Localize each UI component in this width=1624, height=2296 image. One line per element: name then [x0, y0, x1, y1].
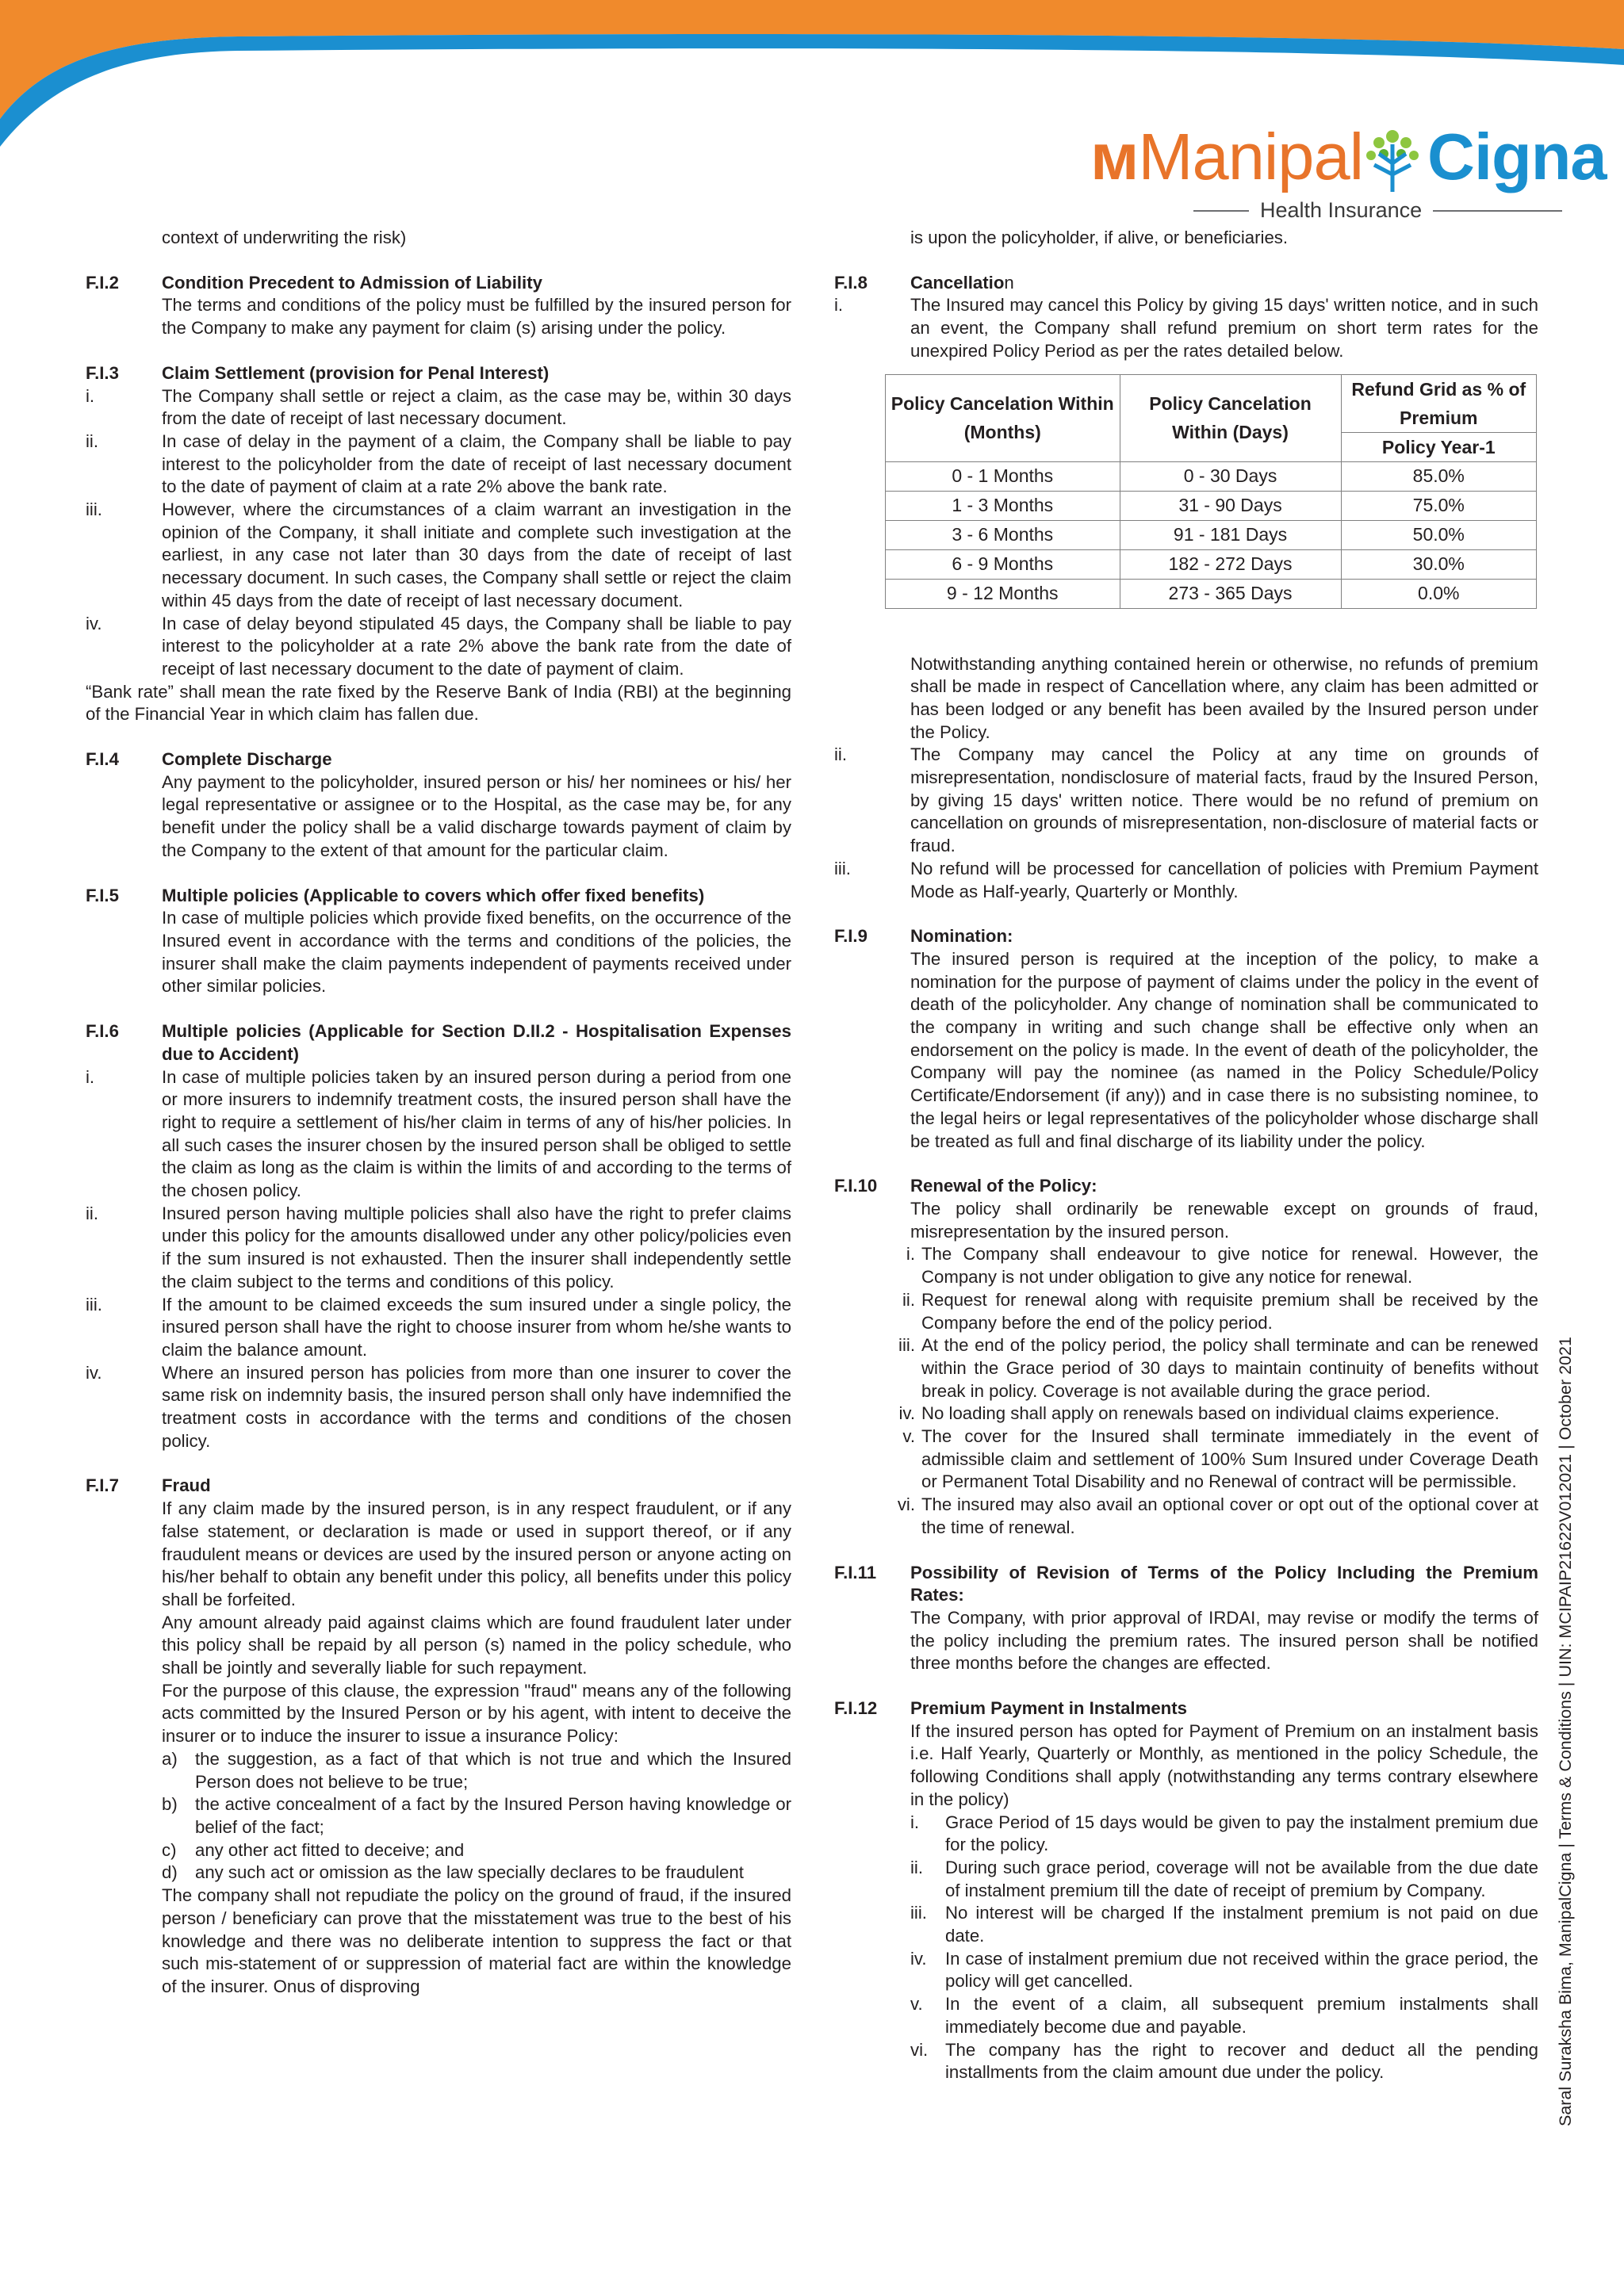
section-f-i-12: F.I.12 Premium Payment in Instalments If the insured person has opted for Payment of Premium on an instalment basis i.e. Half Yearly, Quarterly or Monthly, as mentioned in the policy Schedule, the following Conditions shall apply (notwithstanding any terms contrary elsewhere in the policy) i. Grace Period of 15 days would be given to pay the instalment premium due for the policy. ii. During such grace period, coverage will not be available from the due date of instalment premium till the date of receipt of premium by Company. iii. No interest will be charged If the instalment premium is not paid on due date. iv. In case of instalment premium due not received within the grace period, the policy will get cancelled. v. In the event of a claim, all subsequent premium instalments shall immediately become due and payable. vi. The company has the right to recover and deduct all the pending installments from the claim amount due under the policy.: [834, 1697, 1538, 2084]
table-row: 1 - 3 Months 31 - 90 Days 75.0%: [886, 491, 1537, 520]
section-f-i-8: F.I.8 Cancellation i. The Insured may cancel this Policy by giving 15 days' written notice, and in such an event, the Company shall refund premium on short term rates for the unexpired Policy Period as per the rates detailed below. Policy Cancelation Within (Months) Policy Cancelation Within (Days) Refund Grid as % of Premium Policy Year-1 0 - 1 Months 0 - 30 Days 85.0% 1 - 3 Months 31 - 90 Days 75.0% 3 - 6 Months 91 - 181 Days 50.0% 6 - 9 Months 182 - 272 Days 30.0% 9 - 12 Months 273 - 365 Days 0.0% Notwithstanding anything contained herein or otherwise, no refunds of premium shall be made in respect of Cancellation where, any claim has been admitted or has been lodged or any benefit has been availed by the Insured person under the Policy. ii. The Company may cancel the Policy at any time on grounds of misrepresentation, nondisclosure of material facts, fraud by the Insured Person, by giving 15 days' written notice. There would be no refund of premium on cancellation on grounds of misrepresentation, non-disclosure of material facts or fraud. iii. No refund will be processed for cancellation of policies with Premium Payment Mode as Half-yearly, Quarterly or Monthly.: [834, 272, 1538, 904]
table-header: Policy Cancelation Within (Days): [1120, 374, 1341, 461]
section-f-i-2: [86, 272, 791, 340]
right-column: [834, 227, 1538, 2084]
fraud-paragraph: Any amount already paid against claims which are found fraudulent later under this policy shall be repaid by all person (s) named in the policy schedule, who shall be jointly and severally liable for such repayment.: [162, 1612, 791, 1678]
manipalcigna-logo: [1090, 119, 1607, 226]
tagline-rule-left: [1193, 210, 1249, 212]
list-item: ii. In case of delay in the payment of a claim, the Company shall be liable to pay interest to the policyholder from the date of receipt of last necessary document to the date of payment of claim at a rate 2% above the bank rate.: [86, 430, 791, 497]
section-body: Any payment to the policyholder, insured person or his/ her nominees or his/ her legal representative or assignee or to the Hospital, as the case may be, for any benefit under the policy shall be a valid discharge towards payment of claim by the Company to the extent of that amount for the particular claim.: [162, 771, 791, 860]
list-item: v. The cover for the Insured shall terminate immediately in the event of admissible claim and settlement of 100% Sum Insured under Coverage Death or Permanent Total Disability and no Renewal of contract will be permissible.: [902, 1426, 1538, 1492]
list-item: ii. During such grace period, coverage will not be available from the due date of instalment premium till the date of receipt of premium by Company.: [910, 1857, 1538, 1900]
section-number: F.I.3: [86, 362, 119, 383]
list-item: iv. In case of instalment premium due not received within the grace period, the policy will get cancelled.: [910, 1948, 1538, 1992]
list-item: c) any other act fitted to deceive; and: [162, 1839, 465, 1860]
list-item: i. The Company shall settle or reject a claim, as the case may be, within 30 days from the date of receipt of last necessary document.: [86, 385, 791, 429]
list-item: iii. No refund will be processed for cancellation of policies with Premium Payment Mode as Half-yearly, Quarterly or Monthly.: [834, 858, 1538, 901]
list-item: iv. Where an insured person has policies from more than one insurer to cover the same risk on indemnity basis, the insured person shall only have indemnified the treatment costs in accordance with the terms and conditions of the chosen policy.: [86, 1362, 791, 1451]
list-item: ii. Request for renewal along with requisite premium shall be received by the Company before the end of the policy period.: [902, 1289, 1538, 1333]
section-f-i-9: F.I.9 Nomination: The insured person is required at the inception of the policy, to make a nomination for the purpose of payment of claims under the policy in the event of death of the policyholder. Any change of nomination shall be communicated to the company in writing and such change shall be effective only when an endorsement on the policy is made. In the event of death of the policyholder, the Company will pay the nominee (as named in the Policy Schedule/Policy Certificate/Endorsement (if any)) and in case there is no subsisting nominee, to the legal heirs or legal representatives of the policyholder whose discharge shall be treated as full and final discharge of its liability under the policy.: [834, 925, 1538, 1153]
list-item: vi. The insured may also avail an optional cover or opt out of the optional cover at the time of renewal.: [897, 1494, 1538, 1537]
list-item: i. The Company shall endeavour to give notice for renewal. However, the Company is not under obligation to give any notice for renewal.: [906, 1244, 1538, 1288]
section-body: The terms and conditions of the policy must be fulfilled by the insured person for the Company to make any payment for claim (s) arising under the policy.: [162, 295, 791, 339]
fraud-paragraph: If any claim made by the insured person, is in any respect fraudulent, or if any false statement, or declaration is made or used in support thereof, or if any fraudulent means or devices are used by the insured person or anyone acting on his/her behalf to obtain any benefit under this policy, all benefits under this policy shall be forfeited.: [162, 1498, 791, 1609]
section-title: Multiple policies (Applicable for Section D.II.2 - Hospitalisation Expenses due to Accident): [162, 1021, 791, 1064]
list-item: ii. The Company may cancel the Policy at any time on grounds of misrepresentation, nondisclosure of material facts, fraud by the Insured Person, by giving 15 days' written notice. There would be no refund of premium on cancellation on grounds of misrepresentation, non-disclosure of material facts or fraud.: [834, 744, 1538, 856]
section-title: Complete Discharge: [162, 749, 332, 770]
section-f-i-4: F.I.4 Complete Discharge Any payment to the policyholder, insured person or his/ her nominees or his/ her legal representative or assignee or to the Hospital, as the case may be, for any benefit under the policy shall be a valid discharge towards payment of claim by the Company to the extent of that amount for the particular claim.: [86, 748, 791, 863]
list-item: a) the suggestion, as a fact of that which is not true and which the Insured Person does not believe to be true;: [162, 1748, 791, 1792]
section-f-i-5: F.I.5 Multiple policies (Applicable to covers which offer fixed benefits) In case of multiple policies which provide fixed benefits, on the occurrence of the Insured event in accordance with the terms and conditions of the policies, the insurer shall make the claim payments independent of payments received under other similar policies.: [86, 885, 791, 999]
refund-grid-table: [885, 374, 1537, 609]
section-body: If the insured person has opted for Payment of Premium on an instalment basis i.e. Half Yearly, Quarterly or Monthly, as mentioned in the policy Schedule, the following Conditions shall apply (notwithstanding any terms contrary elsewhere in the policy): [910, 1720, 1538, 1809]
section-body: In case of multiple policies which provide fixed benefits, on the occurrence of the Insured event in accordance with the terms and conditions of the policies, the insurer shall make the claim payments independent of payments received under other similar policies.: [162, 908, 791, 997]
table-row: 3 - 6 Months 91 - 181 Days 50.0%: [886, 520, 1537, 549]
section-body: The insured person is required at the inception of the policy, to make a nomination for the purpose of payment of claims under the policy in the event of death of the policyholder. Any change of nomination shall be communicated to the company in writing and such change shall be effective only when an endorsement on the policy is made. In the event of death of the policyholder, the Company will pay the nominee (as named in the Policy Schedule/Policy Certificate/Endorsement (if any)) and in case there is no subsisting nominee, to the legal heirs or legal representatives of the policyholder whose discharge shall be treated as full and final discharge of its liability under the policy.: [910, 948, 1538, 1151]
list-item: iii. No interest will be charged If the instalment premium is not paid on due date.: [910, 1903, 1538, 1946]
logo-manipal: ᴍManipal: [1090, 120, 1364, 193]
section-title: Multiple policies (Applicable to covers which offer fixed benefits): [162, 885, 705, 905]
left-column: [86, 227, 791, 1999]
tagline-rule-right: [1433, 210, 1562, 212]
list-item: d) any such act or omission as the law specially declares to be fraudulent: [162, 1862, 744, 1883]
section-body: The Company, with prior approval of IRDAI, may revise or modify the terms of the policy including the premium rates. The insured person shall be notified three months before the changes are effected.: [910, 1607, 1538, 1674]
table-row: 0 - 1 Months 0 - 30 Days 85.0%: [886, 461, 1537, 491]
list-item: i. The Insured may cancel this Policy by giving 15 days' written notice, and in such an event, the Company shall refund premium on short term rates for the unexpired Policy Period as per the rates detailed below.: [834, 295, 1538, 361]
list-item: i. In case of multiple policies taken by an insured person during a period from one or more insurers to indemnify treatment costs, the insured person shall have the right to require a settlement of his/her claim in terms of any of his/her policies. In all such cases the insurer chosen by the insured person shall be obliged to settle the claim as long as the claim is within the limits of and according to the terms of the chosen policy.: [86, 1066, 791, 1201]
table-header: Policy Cancelation Within (Months): [886, 374, 1120, 461]
section-f-i-6: F.I.6 Multiple policies (Applicable for Section D.II.2 - Hospitalisation Expenses due to Accident) i. In case of multiple policies taken by an insured person during a period from one or more insurers to indemnify treatment costs, the insured person shall have the right to require a settlement of his/her claim in terms of any of his/her policies. In all such cases the insurer chosen by the insured person shall be obliged to settle the claim as long as the claim is within the limits of and according to the terms of the chosen policy. ii. Insured person having multiple policies shall also have the right to prefer claims under this policy for the amounts disallowed under any other policy/policies even if the sum insured is not exhausted. Then the insurer shall independently settle the claim subject to the terms and conditions of this policy. iii. If the amount to be claimed exceeds the sum insured under a single policy, the insured person shall have the right to choose insurer from whom he/she wants to claim the balance amount. iv. Where an insured person has policies from more than one insurer to cover the same risk on indemnity basis, the insured person shall only have indemnified the treatment costs in accordance with the terms and conditions of the chosen policy.: [86, 1020, 791, 1452]
cigna-tree-icon: [1362, 125, 1423, 195]
section-title: Renewal of the Policy:: [910, 1176, 1097, 1196]
list-item: i. Grace Period of 15 days would be given to pay the instalment premium due for the policy.: [910, 1812, 1538, 1855]
fraud-paragraph: The company shall not repudiate the policy on the ground of fraud, if the insured person / beneficiary can prove that the misstatement was true to the best of his knowledge and there was no deliberate intention to suppress the fact or that such mis-statement of or suppression of material fact are within the knowledge of the insurer. Onus of disproving: [162, 1885, 791, 1996]
section-title: Premium Payment in Instalments: [910, 1698, 1187, 1719]
table-header: Refund Grid as % of Premium: [1341, 374, 1536, 432]
section-title: Cancellation: [910, 272, 1014, 293]
table-header: Policy Year-1: [1341, 432, 1536, 461]
section-f-i-7: F.I.7 Fraud If any claim made by the insured person, is in any respect fraudulent, or if any false statement, or declaration is made or used in support thereof, or if any fraudulent means or devices are used by the insured person or anyone acting on his/her behalf to obtain any benefit under this policy, all benefits under this policy shall be forfeited. Any amount already paid against claims which are found fraudulent later under this policy shall be repaid by all person (s) named in the policy schedule, who shall be jointly and severally liable for such repayment. For the purpose of this clause, the expression "fraud" means any of the following acts committed by the Insured Person or by his agent, with intent to deceive the insurer or to induce the insurer to issue a insurance Policy: a) the suggestion, as a fact of that which is not true and which the Insured Person does not believe to be true; b) the active concealment of a fact by the Insured Person having knowledge or belief of the fact; c) any other act fitted to deceive; and d) any such act or omission as the law specially declares to be fraudulent The company shall not repudiate the policy on the ground of fraud, if the insured person / beneficiary can prove that the misstatement was true to the best of his knowledge and there was no deliberate intention to suppress the fact or that such mis-statement of or suppression of material fact are within the knowledge of the insurer. Onus of disproving: [86, 1475, 791, 1998]
bank-rate-note: “Bank rate” shall mean the rate fixed by the Reserve Bank of India (RBI) at the beginning of the Financial Year in which claim has fallen due.: [86, 681, 791, 725]
section-body: The policy shall ordinarily be renewable except on grounds of fraud, misrepresentation by the insured person.: [910, 1198, 1538, 1242]
list-item: ii. Insured person having multiple policies shall also have the right to prefer claims under this policy for the amounts disallowed under any other policy/policies even if the sum insured is not exhausted. Then the insurer shall independently settle the claim subject to the terms and conditions of this policy.: [86, 1203, 791, 1292]
fraud-paragraph: For the purpose of this clause, the expression "fraud" means any of the following acts committed by the Insured Person or by his agent, with intent to deceive the insurer or to induce the insurer to issue a insurance Policy:: [162, 1680, 791, 1747]
notwithstanding-note: Notwithstanding anything contained herein or otherwise, no refunds of premium shall be made in respect of Cancellation where, any claim has been admitted or has been lodged or any benefit has been availed by the Insured person under the Policy.: [910, 653, 1538, 742]
section-f-i-10: F.I.10 Renewal of the Policy: The policy shall ordinarily be renewable except on grounds of fraud, misrepresentation by the insured person. i. The Company shall endeavour to give notice for renewal. However, the Company is not under obligation to give any notice for renewal. ii. Request for renewal along with requisite premium shall be received by the Company before the end of the policy period. iii. At the end of the policy period, the policy shall terminate and can be renewed within the Grace period of 30 days to maintain continuity of benefits without break in policy. Coverage is not available during the grace period. iv. No loading shall apply on renewals based on individual claims experience. v. The cover for the Insured shall terminate immediately in the event of admissible claim and settlement of 100% Sum Insured under Coverage Death or Permanent Total Disability and no Renewal of contract will be permissible. vi. The insured may also avail an optional cover or opt out of the optional cover at the time of renewal.: [834, 1175, 1538, 1539]
table-row: 6 - 9 Months 182 - 272 Days 30.0%: [886, 549, 1537, 579]
continued-text: context of underwriting the risk): [162, 228, 407, 247]
list-item: v. In the event of a claim, all subsequent premium instalments shall immediately become due and payable.: [910, 1994, 1538, 2037]
logo-tagline: Health Insurance: [1193, 198, 1562, 223]
list-item: iii. However, where the circumstances of a claim warrant an investigation in the opinion of the Company, it shall initiate and complete such investigation at the earliest, in any case not later than 30 days from the date of receipt of last necessary document. In such cases, the Company shall settle or reject the claim within 45 days from the date of receipt of last necessary document.: [86, 499, 791, 610]
manipal-mark-icon: ᴍ: [1090, 120, 1139, 193]
list-item: b) the active concealment of a fact by the Insured Person having knowledge or belief of the fact;: [162, 1794, 791, 1837]
table-row: 9 - 12 Months 273 - 365 Days 0.0%: [886, 579, 1537, 608]
list-item: iv. No loading shall apply on renewals based on individual claims experience.: [898, 1403, 1500, 1424]
section-title: Fraud: [162, 1475, 211, 1496]
document-reference-vertical: Saral Suraksha Bima, ManipalCigna | Terms & Conditions | UIN: MCIPAIP21622V012021 | October 2021: [1556, 1337, 1575, 2126]
section-title: Nomination:: [910, 926, 1013, 947]
list-item: iii. If the amount to be claimed exceeds the sum insured under a single policy, the insured person shall have the right to choose insurer from whom he/she wants to claim the balance amount.: [86, 1294, 791, 1360]
list-item: iii. At the end of the policy period, the policy shall terminate and can be renewed within the Grace period of 30 days to maintain continuity of benefits without break in policy. Coverage is not available during the grace period.: [898, 1335, 1538, 1401]
logo-cigna: Cigna: [1427, 120, 1607, 193]
section-title: Condition Precedent to Admission of Liability: [162, 272, 542, 293]
list-item: vi. The company has the right to recover and deduct all the pending installments from the claim amount due under the policy.: [910, 2039, 1538, 2083]
section-title: Possibility of Revision of Terms of the Policy Including the Premium Rates:: [910, 1562, 1538, 1605]
section-f-i-3: [86, 362, 791, 726]
list-item: iv. In case of delay beyond stipulated 45 days, the Company shall be liable to pay interest to the policyholder at a rate 2% above the bank rate from the date of receipt of last necessary document to the date of payment of claim.: [86, 613, 791, 679]
continued-text: is upon the policyholder, if alive, or beneficiaries.: [910, 228, 1289, 247]
section-f-i-11: F.I.11 Possibility of Revision of Terms of the Policy Including the Premium Rates: The Company, with prior approval of IRDAI, may revise or modify the terms of the policy including the premium rates. The insured person shall be notified three months before the changes are effected.: [834, 1562, 1538, 1676]
section-title: Claim Settlement (provision for Penal Interest): [162, 362, 550, 383]
section-number: F.I.2: [86, 272, 119, 293]
